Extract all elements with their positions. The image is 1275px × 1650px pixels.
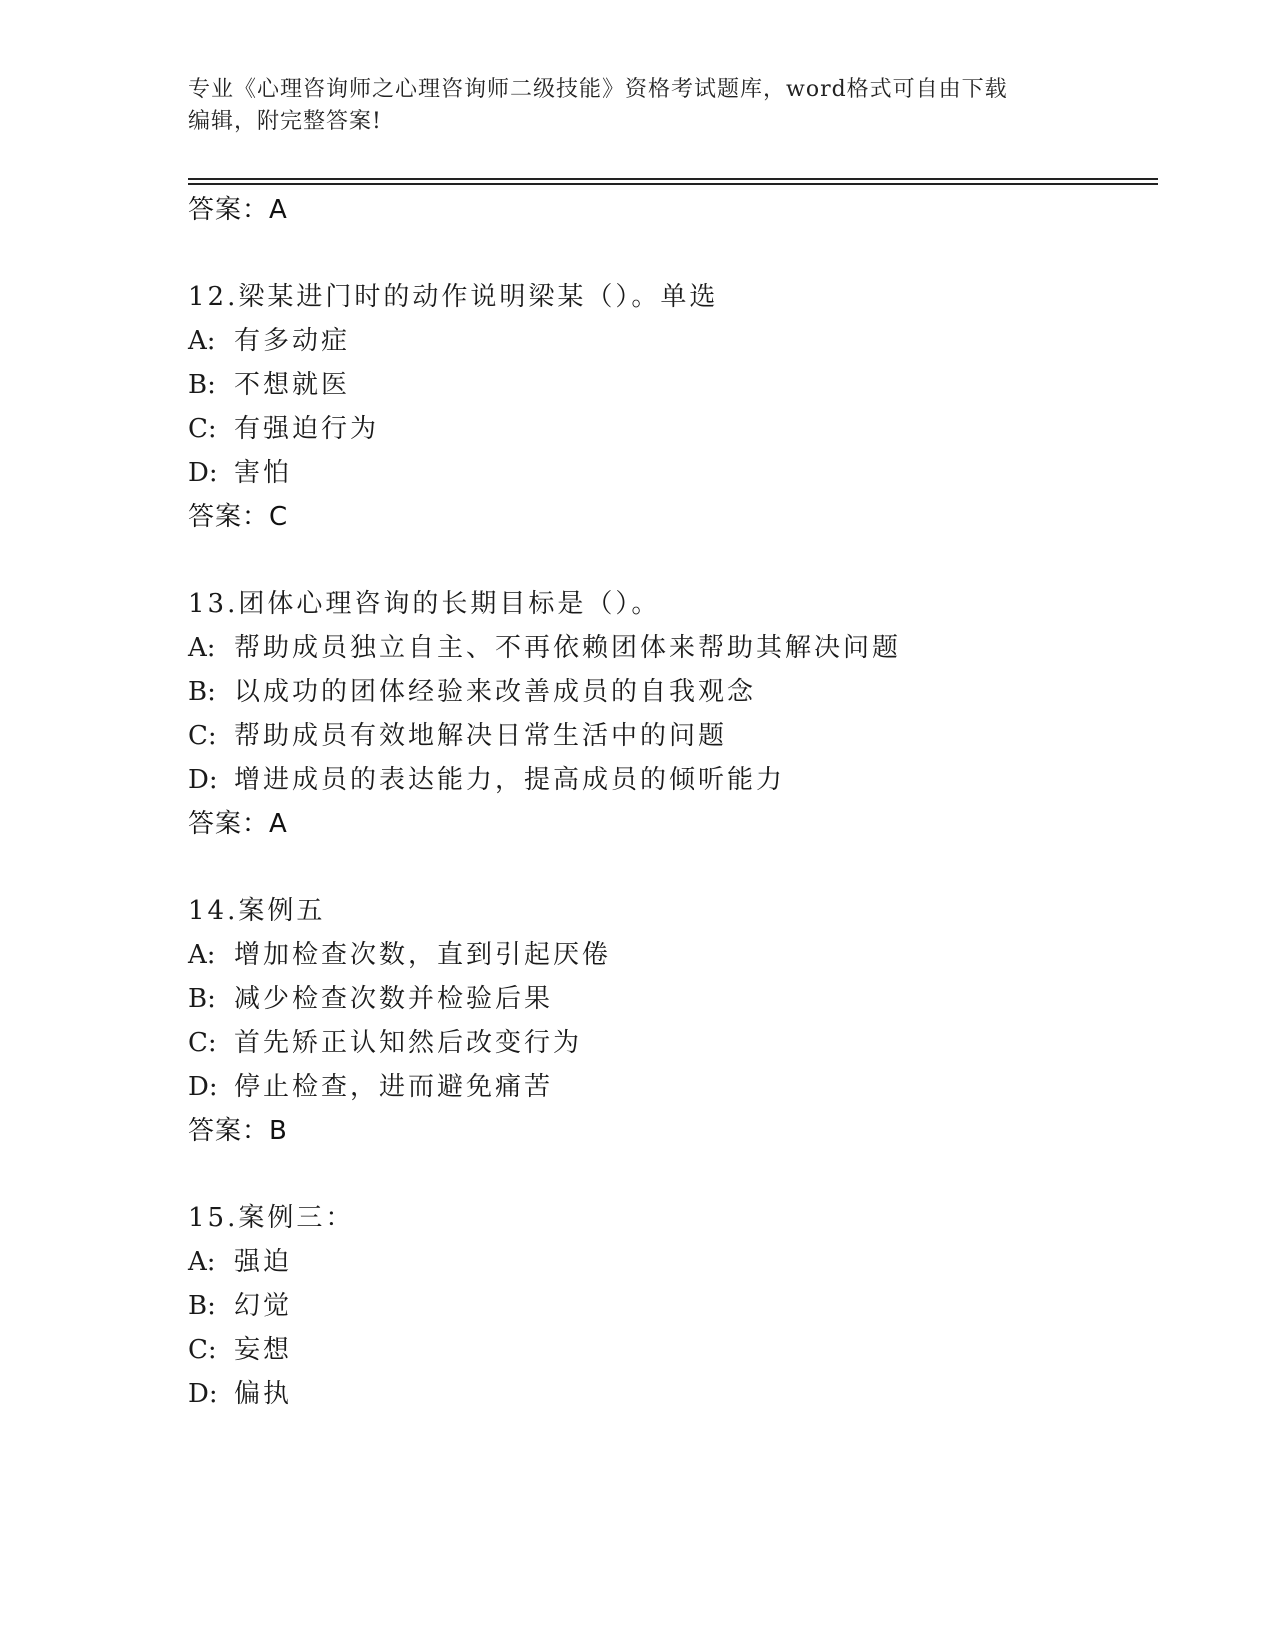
option-letter: A:: [188, 940, 216, 970]
option-letter: D:: [188, 765, 218, 795]
option-letter: C:: [188, 1028, 217, 1058]
option-letter: A:: [188, 1247, 216, 1277]
option-letter: B:: [188, 1291, 216, 1321]
question-13-option-b: [188, 675, 756, 709]
option-text: 首先矫正认知然后改变行为: [234, 1028, 583, 1058]
document-header: [188, 74, 1088, 138]
option-text: 减少检查次数并检验后果: [234, 984, 554, 1014]
answer-previous: 答案：A: [188, 195, 288, 225]
option-text: 偏执: [234, 1379, 293, 1409]
question-14-answer: 答案：B: [188, 1116, 288, 1146]
option-text: 停止检查，进而避免痛苦: [234, 1072, 554, 1102]
option-text: 妄想: [234, 1335, 293, 1365]
question-15-option-a: [188, 1245, 292, 1279]
option-text: 帮助成员有效地解决日常生活中的问题: [234, 721, 728, 751]
question-12-answer: 答案：C: [188, 502, 289, 532]
question-13-option-c: [188, 719, 727, 753]
question-15-stem: 15.案例三：: [188, 1203, 355, 1233]
question-12-option-b: [188, 368, 350, 402]
header-divider-bottom: [188, 183, 1158, 185]
header-line-2: 编辑，附完整答案!: [188, 109, 382, 134]
option-text: 幻觉: [234, 1291, 293, 1321]
question-15-option-d: [188, 1377, 292, 1411]
question-12-stem: 12.梁某进门时的动作说明梁某（）。单选: [188, 282, 719, 312]
option-letter: B:: [188, 984, 216, 1014]
option-text: 以成功的团体经验来改善成员的自我观念: [234, 677, 757, 707]
question-13-option-d: [188, 763, 785, 797]
option-text: 不想就医: [234, 370, 351, 400]
header-divider-top: [188, 178, 1158, 180]
question-12-option-d: [188, 456, 292, 490]
option-letter: C:: [188, 414, 217, 444]
option-text: 强迫: [234, 1247, 293, 1277]
question-14-option-c: [188, 1026, 582, 1060]
option-letter: C:: [188, 1335, 217, 1365]
question-12-option-c: [188, 412, 379, 446]
option-letter: B:: [188, 677, 216, 707]
option-letter: D:: [188, 1072, 218, 1102]
option-letter: D:: [188, 458, 218, 488]
question-12-option-a: [188, 324, 350, 358]
question-13-answer: 答案：A: [188, 809, 288, 839]
question-15-option-b: [188, 1289, 292, 1323]
option-letter: D:: [188, 1379, 218, 1409]
option-text: 增进成员的表达能力，提高成员的倾听能力: [234, 765, 786, 795]
option-letter: C:: [188, 721, 217, 751]
option-text: 增加检查次数，直到引起厌倦: [234, 940, 612, 970]
option-letter: A:: [188, 633, 216, 663]
question-15-option-c: [188, 1333, 292, 1367]
question-14-stem: 14.案例五: [188, 896, 326, 926]
option-text: 害怕: [234, 458, 293, 488]
question-13-stem: 13.团体心理咨询的长期目标是（）。: [188, 589, 661, 619]
option-text: 有多动症: [234, 326, 351, 356]
option-letter: A:: [188, 326, 216, 356]
option-text: 帮助成员独立自主、不再依赖团体来帮助其解决问题: [234, 633, 902, 663]
option-text: 有强迫行为: [234, 414, 380, 444]
option-letter: B:: [188, 370, 216, 400]
question-14-option-d: [188, 1070, 553, 1104]
question-14-option-a: [188, 938, 611, 972]
header-line-1: 专业《心理咨询师之心理咨询师二级技能》资格考试题库，word格式可自由下载: [188, 77, 1008, 102]
question-13-option-a: [188, 631, 901, 665]
question-14-option-b: [188, 982, 553, 1016]
